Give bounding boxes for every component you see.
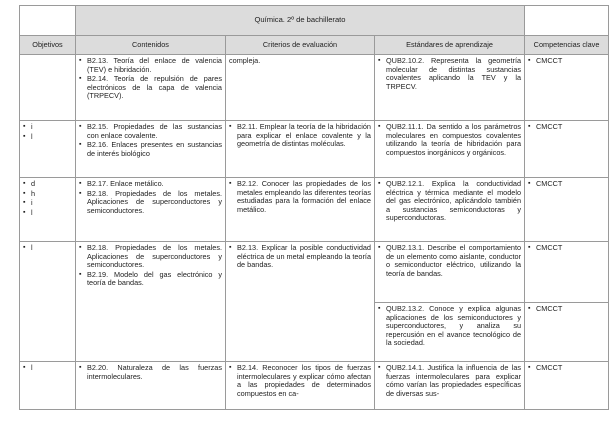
criterio-cell bbox=[226, 121, 375, 178]
header-criterios: Criterios de evaluación bbox=[226, 36, 375, 55]
corner-cell bbox=[20, 6, 76, 36]
corner-cell bbox=[525, 6, 609, 36]
curriculum-table bbox=[19, 5, 609, 410]
table-row bbox=[20, 362, 609, 410]
criterio-cell bbox=[226, 242, 375, 362]
competencias-cell bbox=[525, 121, 609, 178]
competencias-cell bbox=[525, 242, 609, 303]
list-item: ▪ QUB2.11.1. Da sentido a los parámetros moleculares en compuestos covalentes utilizando la teoría de hibridación para compuestos inorgánicos y orgánicos. bbox=[378, 123, 521, 157]
estandares-cell bbox=[375, 178, 525, 242]
criterio-cell: compleja. bbox=[226, 55, 375, 121]
table-row bbox=[20, 55, 609, 121]
estandares-cell bbox=[375, 121, 525, 178]
criterio-cell bbox=[226, 362, 375, 410]
header-objetivos: Objetivos bbox=[20, 36, 76, 55]
contenidos-cell bbox=[76, 121, 226, 178]
header-row bbox=[20, 36, 609, 55]
table-row bbox=[20, 178, 609, 242]
list-item: ▪ l bbox=[23, 133, 72, 142]
list-item: ▪ l bbox=[23, 244, 72, 253]
header-estandares: Estándares de aprendizaje bbox=[375, 36, 525, 55]
list-item: ▪ h bbox=[23, 190, 72, 199]
estandares-cell bbox=[375, 303, 525, 362]
contenidos-cell bbox=[76, 242, 226, 362]
objetivos-cell bbox=[20, 242, 76, 362]
list-item: ▪ CMCCT bbox=[528, 305, 605, 314]
list-item: ▪ B2.18. Propiedades de los metales. Aplicaciones de superconductores y semiconductores. bbox=[79, 190, 222, 216]
objetivos-cell bbox=[20, 121, 76, 178]
table-title: Química. 2º de bachillerato bbox=[76, 6, 525, 36]
list-item: ▪ B2.13. Explicar la posible conductividad eléctrica de un metal empleando la teoría de bandas. bbox=[229, 244, 371, 270]
list-item: ▪ B2.11. Emplear la teoría de la hibridación para explicar el enlace covalente y la geometría de distintas moléculas. bbox=[229, 123, 371, 149]
table-row bbox=[20, 242, 609, 303]
list-item: ▪ B2.14. Teoría de repulsión de pares electrónicos de la capa de valencia (TRPECV). bbox=[79, 75, 222, 101]
competencias-cell bbox=[525, 362, 609, 410]
list-item: ▪ QUB2.10.2. Representa la geometría molecular de distintas sustancias covalentes aplicando la TEV y la TRPECV. bbox=[378, 57, 521, 91]
competencias-cell bbox=[525, 55, 609, 121]
list-item: ▪ B2.18. Propiedades de los metales. Aplicaciones de superconductores y semiconductores. bbox=[79, 244, 222, 270]
list-item: ▪ CMCCT bbox=[528, 364, 605, 373]
list-item: ▪ B2.13. Teoría del enlace de valencia (TEV) e hibridación. bbox=[79, 57, 222, 74]
objetivos-cell bbox=[20, 362, 76, 410]
list-item: ▪ B2.15. Propiedades de las sustancias con enlace covalente. bbox=[79, 123, 222, 140]
estandares-cell bbox=[375, 242, 525, 303]
competencias-cell bbox=[525, 178, 609, 242]
competencias-cell bbox=[525, 303, 609, 362]
list-item: ▪ B2.12. Conocer las propiedades de los metales empleando las diferentes teorías estudiadas para la formación del enlace metálico. bbox=[229, 180, 371, 214]
header-contenidos: Contenidos bbox=[76, 36, 226, 55]
list-item: ▪ l bbox=[23, 209, 72, 218]
list-item: ▪ B2.20. Naturaleza de las fuerzas intermoleculares. bbox=[79, 364, 222, 381]
list-item: ▪ QUB2.13.1. Describe el comportamiento de un elemento como aislante, conductor o semiconductor eléctrico, utilizando la teoría de bandas. bbox=[378, 244, 521, 278]
list-item: ▪ QUB2.14.1. Justifica la influencia de las fuerzas intermoleculares para explicar cómo varían las propiedades específicas de diversas sus- bbox=[378, 364, 521, 398]
list-item: ▪ CMCCT bbox=[528, 244, 605, 253]
contenidos-cell bbox=[76, 362, 226, 410]
list-item: ▪ CMCCT bbox=[528, 57, 605, 66]
contenidos-cell bbox=[76, 55, 226, 121]
criterio-cell bbox=[226, 178, 375, 242]
table-row bbox=[20, 121, 609, 178]
objetivos-cell bbox=[20, 178, 76, 242]
list-item: ▪ d bbox=[23, 180, 72, 189]
list-item: ▪ B2.17. Enlace metálico. bbox=[79, 180, 222, 189]
estandares-cell bbox=[375, 55, 525, 121]
header-competencias: Competencias clave bbox=[525, 36, 609, 55]
list-item: ▪ QUB2.13.2. Conoce y explica algunas aplicaciones de los semiconductores y superconductores, y analiza su repercusión en el avance tecnológico de la sociedad. bbox=[378, 305, 521, 348]
list-item: ▪ QUB2.12.1. Explica la conductividad eléctrica y térmica mediante el modelo del gas electrónico, aplicándolo también a sustancias semiconductoras y superconductoras. bbox=[378, 180, 521, 223]
list-item: ▪ B2.14. Reconocer los tipos de fuerzas intermoleculares y explicar cómo afectan a las propiedades de determinados compuestos en ca- bbox=[229, 364, 371, 398]
list-item: ▪ B2.19. Modelo del gas electrónico y teoría de bandas. bbox=[79, 271, 222, 288]
list-item: ▪ i bbox=[23, 199, 72, 208]
list-item: ▪ l bbox=[23, 364, 72, 373]
estandares-cell bbox=[375, 362, 525, 410]
list-item: ▪ B2.16. Enlaces presentes en sustancias de interés biológico bbox=[79, 141, 222, 158]
list-item: ▪ i bbox=[23, 123, 72, 132]
list-item: ▪ CMCCT bbox=[528, 180, 605, 189]
objetivos-cell bbox=[20, 55, 76, 121]
list-item: ▪ CMCCT bbox=[528, 123, 605, 132]
contenidos-cell bbox=[76, 178, 226, 242]
